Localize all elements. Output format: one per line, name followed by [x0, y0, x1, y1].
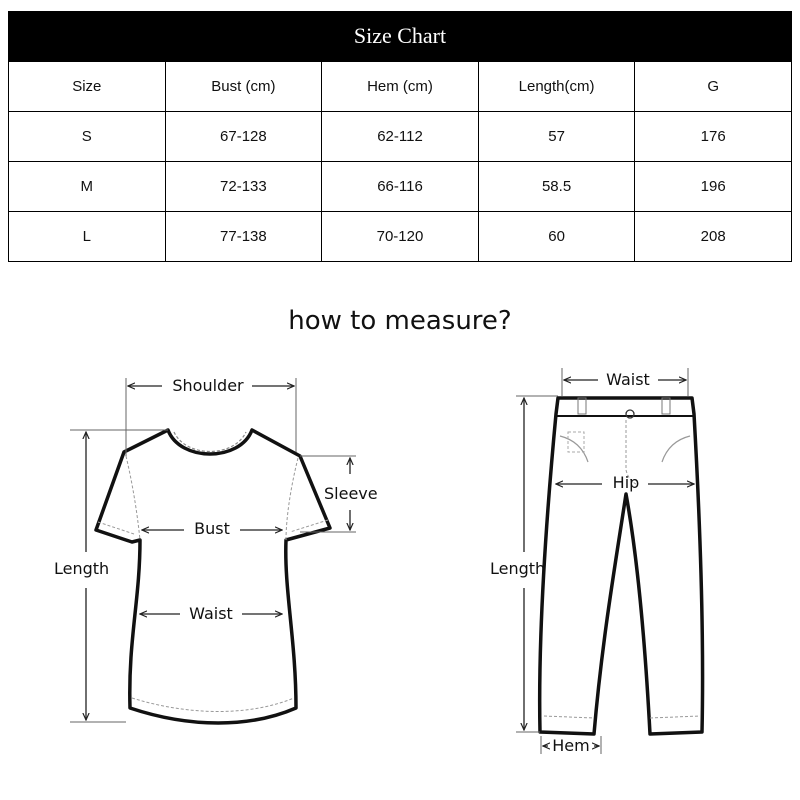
- shirt-bust-label: Bust: [194, 519, 230, 538]
- table-header-cell: Hem (cm): [322, 62, 479, 112]
- table-header-cell: Bust (cm): [165, 62, 322, 112]
- tshirt-illustration: [96, 430, 330, 723]
- shirt-waist-label: Waist: [189, 604, 233, 623]
- table-cell: 72-133: [165, 162, 322, 212]
- shirt-length-label: Length: [54, 559, 110, 578]
- shirt-sleeve-label: Sleeve: [324, 484, 378, 503]
- table-cell: 208: [635, 212, 792, 262]
- table-header-cell: G: [635, 62, 792, 112]
- size-chart-title: Size Chart: [8, 11, 792, 61]
- table-cell: S: [9, 112, 166, 162]
- table-cell: 60: [478, 212, 635, 262]
- pants-hip-label: Hip: [612, 473, 640, 492]
- table-cell: 62-112: [322, 112, 479, 162]
- shirt-shoulder-label: Shoulder: [172, 376, 244, 395]
- pants-length-label: Length: [490, 559, 546, 578]
- table-cell: 77-138: [165, 212, 322, 262]
- table-cell: 57: [478, 112, 635, 162]
- pants-hem-label: Hem: [552, 736, 590, 755]
- table-cell: 66-116: [322, 162, 479, 212]
- table-cell: 58.5: [478, 162, 635, 212]
- table-header-cell: Size: [9, 62, 166, 112]
- table-cell: 67-128: [165, 112, 322, 162]
- table-cell: 70-120: [322, 212, 479, 262]
- table-header-cell: Length(cm): [478, 62, 635, 112]
- pants-waist-label: Waist: [606, 370, 650, 389]
- table-cell: L: [9, 212, 166, 262]
- table-cell: 176: [635, 112, 792, 162]
- pants-illustration: [540, 398, 703, 734]
- table-cell: M: [9, 162, 166, 212]
- how-to-measure-title: how to measure?: [288, 306, 512, 336]
- table-cell: 196: [635, 162, 792, 212]
